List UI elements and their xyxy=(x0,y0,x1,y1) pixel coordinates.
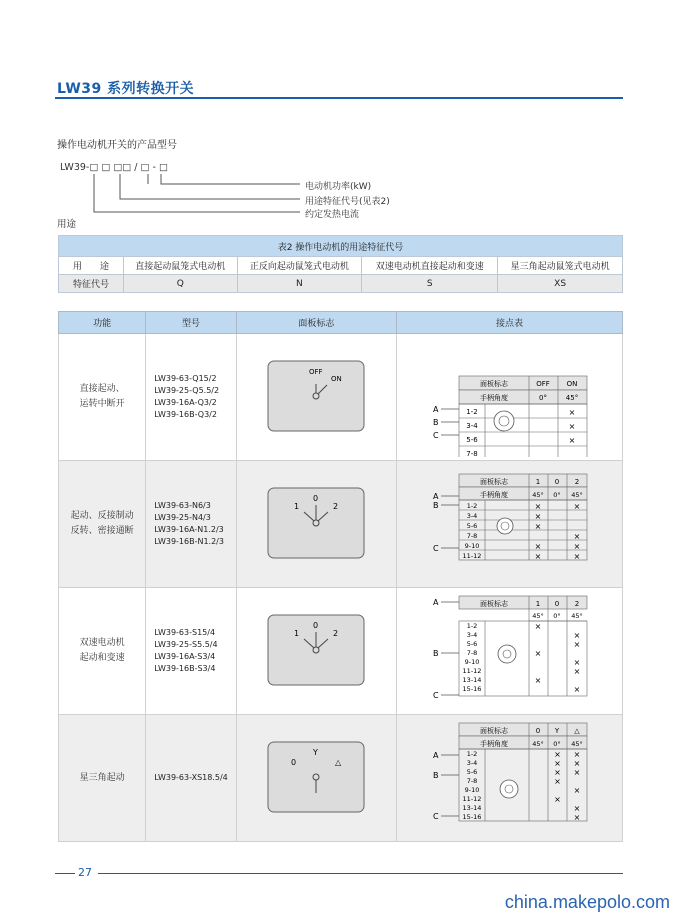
model-item: LW39-63-N6/3 xyxy=(154,501,211,510)
angle-label: 0° xyxy=(539,394,547,402)
terminal-label: C xyxy=(433,544,439,553)
function-line: 反转、密接通断 xyxy=(70,526,134,536)
table-row xyxy=(59,461,623,588)
position-label: Y xyxy=(554,727,560,735)
angle-label: 45° xyxy=(565,394,579,402)
position-label: 0 xyxy=(554,478,560,486)
table2-cell: 特征代号 xyxy=(59,275,124,293)
position-label: 1 xyxy=(535,600,541,608)
terminal-label: A xyxy=(433,492,439,501)
table2-caption: 表2 操作电动机的用途特征代号 xyxy=(59,236,623,257)
contact-label: 15-16 xyxy=(462,685,482,693)
contact-head: 手柄角度 xyxy=(480,394,508,402)
function-cell xyxy=(59,588,146,715)
panel-label: 2 xyxy=(333,628,339,638)
panel-label: Y xyxy=(313,747,319,757)
contact-cell xyxy=(397,588,623,715)
panel-label: 2 xyxy=(333,501,339,511)
model-code-leader-lines xyxy=(88,172,318,220)
contact-label: 3-4 xyxy=(466,631,478,639)
panel-cell xyxy=(236,461,396,588)
use-label: 用途 xyxy=(57,219,77,230)
angle-label: 45° xyxy=(571,612,583,620)
contact-label: 9-10 xyxy=(464,542,480,550)
col-header-panel: 面板标志 xyxy=(236,312,396,334)
section-title: 操作电动机开关的产品型号 xyxy=(57,140,177,151)
contact-label: 9-10 xyxy=(464,658,480,666)
closed-mark: × xyxy=(573,658,581,667)
table2-cell: S xyxy=(362,275,498,293)
closed-mark: × xyxy=(554,759,561,768)
closed-mark: × xyxy=(534,676,542,685)
model-item: LW39-16B-N1.2/3 xyxy=(154,537,224,546)
position-label: 0 xyxy=(535,727,541,735)
panel-cell xyxy=(236,588,396,715)
closed-mark: × xyxy=(573,640,581,649)
angle-label: 0° xyxy=(553,740,561,748)
model-item: LW39-16A-Q3/2 xyxy=(154,398,217,407)
terminal-label: B xyxy=(433,501,439,510)
closed-mark: × xyxy=(573,759,581,768)
contact-label: 3-4 xyxy=(466,759,478,767)
closed-mark: × xyxy=(554,750,561,759)
panel-face-icon xyxy=(267,741,365,813)
function-cell xyxy=(59,461,146,588)
contact-label: 5-6 xyxy=(466,522,478,530)
panel-label: OFF xyxy=(309,367,323,376)
contact-diagram xyxy=(397,334,622,457)
closed-mark: × xyxy=(568,408,576,417)
contact-diagram xyxy=(397,461,622,584)
function-line: 星三角起动 xyxy=(79,772,125,783)
panel-face-icon xyxy=(267,614,365,686)
contact-head: 手柄角度 xyxy=(480,740,508,748)
legend-power: 电动机功率(kW) xyxy=(305,182,372,192)
closed-mark: × xyxy=(568,422,576,431)
position-label: 2 xyxy=(574,600,580,608)
closed-mark: × xyxy=(573,786,581,795)
function-line: 双速电动机 xyxy=(79,638,125,648)
model-item: LW39-16A-S3/4 xyxy=(154,652,216,661)
models-cell xyxy=(146,588,236,715)
closed-mark: × xyxy=(534,552,542,561)
contact-head: 面板标志 xyxy=(480,727,508,735)
contact-label: 5-6 xyxy=(466,640,478,648)
contact-label: 11-12 xyxy=(462,552,482,560)
model-item: LW39-16B-Q3/2 xyxy=(154,410,217,419)
table2-cell: 双速电动机直接起动和变速 xyxy=(362,257,498,275)
page-title: LW39 系列转换开关 xyxy=(57,81,195,97)
position-label: 0 xyxy=(554,600,560,608)
contact-label: 1-2 xyxy=(466,622,478,630)
col-header-function: 功能 xyxy=(59,312,146,334)
contact-marks xyxy=(569,408,576,445)
table-row xyxy=(59,334,623,461)
closed-mark: × xyxy=(573,542,581,551)
terminal-label: B xyxy=(433,418,439,427)
contact-label: 3-4 xyxy=(466,422,478,430)
position-label: OFF xyxy=(536,380,550,388)
footer-rule-right xyxy=(98,873,623,874)
contact-cell xyxy=(397,715,623,842)
panel-label: 1 xyxy=(294,501,300,511)
angle-label: 45° xyxy=(571,491,583,499)
table2-cell: 用 途 xyxy=(59,257,124,275)
contact-label: 13-14 xyxy=(462,676,482,684)
models-cell xyxy=(146,715,236,842)
table2-cell: 直接起动鼠笼式电动机 xyxy=(124,257,238,275)
table2-cell: 正反向起动鼠笼式电动机 xyxy=(237,257,362,275)
model-item: LW39-16B-S3/4 xyxy=(154,664,216,673)
models-cell xyxy=(146,461,236,588)
terminal-label: A xyxy=(433,598,439,607)
terminal-label: B xyxy=(433,649,439,658)
function-cell xyxy=(59,334,146,461)
table-use-codes xyxy=(58,235,623,293)
terminal-label: B xyxy=(433,771,439,780)
footer-rule-left xyxy=(55,873,75,874)
angle-label: 45° xyxy=(571,740,583,748)
angle-label: 0° xyxy=(553,612,561,620)
panel-label: 0 xyxy=(313,620,319,630)
panel-label: 1 xyxy=(294,628,300,638)
page-number: 27 xyxy=(78,866,92,879)
contact-diagram xyxy=(397,715,622,838)
position-label: 2 xyxy=(574,478,580,486)
angle-label: 0° xyxy=(553,491,561,499)
contact-label: 13-14 xyxy=(462,804,482,812)
panel-cell xyxy=(236,334,396,461)
contact-label: 5-6 xyxy=(466,768,478,776)
closed-mark: × xyxy=(573,813,581,822)
contact-head: 面板标志 xyxy=(480,380,508,388)
legend-current: 约定发热电流 xyxy=(305,210,360,220)
closed-mark: × xyxy=(534,649,542,658)
panel-label: 0 xyxy=(313,493,319,503)
contact-label: 11-12 xyxy=(462,667,482,675)
contact-head: 面板标志 xyxy=(480,600,508,608)
table-row xyxy=(59,715,623,842)
contact-label: 11-12 xyxy=(462,795,482,803)
closed-mark: × xyxy=(568,436,576,445)
model-item: LW39-63-S15/4 xyxy=(154,628,216,637)
legend-use-code: 用途特征代号(见表2) xyxy=(305,197,390,207)
contact-label: 5-6 xyxy=(466,436,478,444)
contact-cell xyxy=(397,461,623,588)
contact-diagram xyxy=(397,588,622,711)
function-line: 运转中断开 xyxy=(79,399,125,409)
contact-label: 7-8 xyxy=(466,777,478,785)
terminal-label: C xyxy=(433,431,439,440)
contact-label: 3-4 xyxy=(466,512,478,520)
closed-mark: × xyxy=(534,522,542,531)
contact-label: 7-8 xyxy=(466,532,478,540)
position-label: △ xyxy=(574,727,580,735)
closed-mark: × xyxy=(573,685,581,694)
model-item: LW39-16A-N1.2/3 xyxy=(154,525,224,534)
col-header-model: 型号 xyxy=(146,312,236,334)
panel-label: 0 xyxy=(291,757,297,767)
contact-head: 面板标志 xyxy=(480,478,508,486)
contact-label: 15-16 xyxy=(462,813,482,821)
angle-label: 45° xyxy=(532,491,544,499)
table2-cell: 星三角起动鼠笼式电动机 xyxy=(498,257,623,275)
angle-label: 45° xyxy=(532,740,544,748)
col-header-contacts: 接点表 xyxy=(397,312,623,334)
contact-marks xyxy=(535,502,581,561)
contact-label: 1-2 xyxy=(466,408,478,416)
panel-face-icon xyxy=(267,360,365,432)
model-item: LW39-63-XS18.5/4 xyxy=(154,773,228,782)
contact-label: 9-10 xyxy=(464,786,480,794)
position-label: 1 xyxy=(535,478,541,486)
header-divider xyxy=(55,97,623,99)
model-item: LW39-25-N4/3 xyxy=(154,513,211,522)
closed-mark: × xyxy=(534,542,542,551)
panel-label: ON xyxy=(331,374,343,383)
closed-mark: × xyxy=(573,532,581,541)
closed-mark: × xyxy=(573,804,581,813)
closed-mark: × xyxy=(554,777,561,786)
models-cell xyxy=(146,334,236,461)
closed-mark: × xyxy=(534,502,542,511)
panel-label: △ xyxy=(335,757,342,767)
terminal-label: C xyxy=(433,691,439,700)
function-cell xyxy=(59,715,146,842)
closed-mark: × xyxy=(554,768,561,777)
contact-label: 1-2 xyxy=(466,502,478,510)
function-line: 起动和变速 xyxy=(79,653,125,663)
table-switch-specs xyxy=(58,311,623,842)
function-line: 起动、反接制动 xyxy=(70,511,134,521)
contact-cell xyxy=(397,334,623,461)
closed-mark: × xyxy=(573,502,581,511)
closed-mark: × xyxy=(554,795,561,804)
model-item: LW39-63-Q15/2 xyxy=(154,374,217,383)
panel-face-icon xyxy=(267,487,365,559)
model-item: LW39-25-Q5.5/2 xyxy=(154,386,220,395)
function-line: 直接起动、 xyxy=(79,384,125,394)
terminal-label: A xyxy=(433,405,439,414)
terminal-label: C xyxy=(433,812,439,821)
closed-mark: × xyxy=(573,750,581,759)
contact-label: 7-8 xyxy=(466,649,478,657)
model-item: LW39-25-S5.5/4 xyxy=(154,640,218,649)
table2-cell: Q xyxy=(124,275,238,293)
watermark: china.makepolo.com xyxy=(504,892,670,912)
table-row xyxy=(59,588,623,715)
closed-mark: × xyxy=(573,667,581,676)
closed-mark: × xyxy=(573,631,581,640)
contact-head: 手柄角度 xyxy=(480,491,508,499)
table2-cell: N xyxy=(237,275,362,293)
table2-cell: XS xyxy=(498,275,623,293)
panel-cell xyxy=(236,715,396,842)
contact-label: 7-8 xyxy=(466,450,478,457)
contact-marks xyxy=(535,622,581,694)
model-code: LW39-□ □ □□ / □ - □ xyxy=(60,162,168,173)
closed-mark: × xyxy=(573,768,581,777)
contact-label: 1-2 xyxy=(466,750,478,758)
position-label: ON xyxy=(566,380,578,388)
angle-label: 45° xyxy=(532,612,544,620)
closed-mark: × xyxy=(534,512,542,521)
terminal-label: A xyxy=(433,751,439,760)
closed-mark: × xyxy=(573,552,581,561)
closed-mark: × xyxy=(534,622,542,631)
